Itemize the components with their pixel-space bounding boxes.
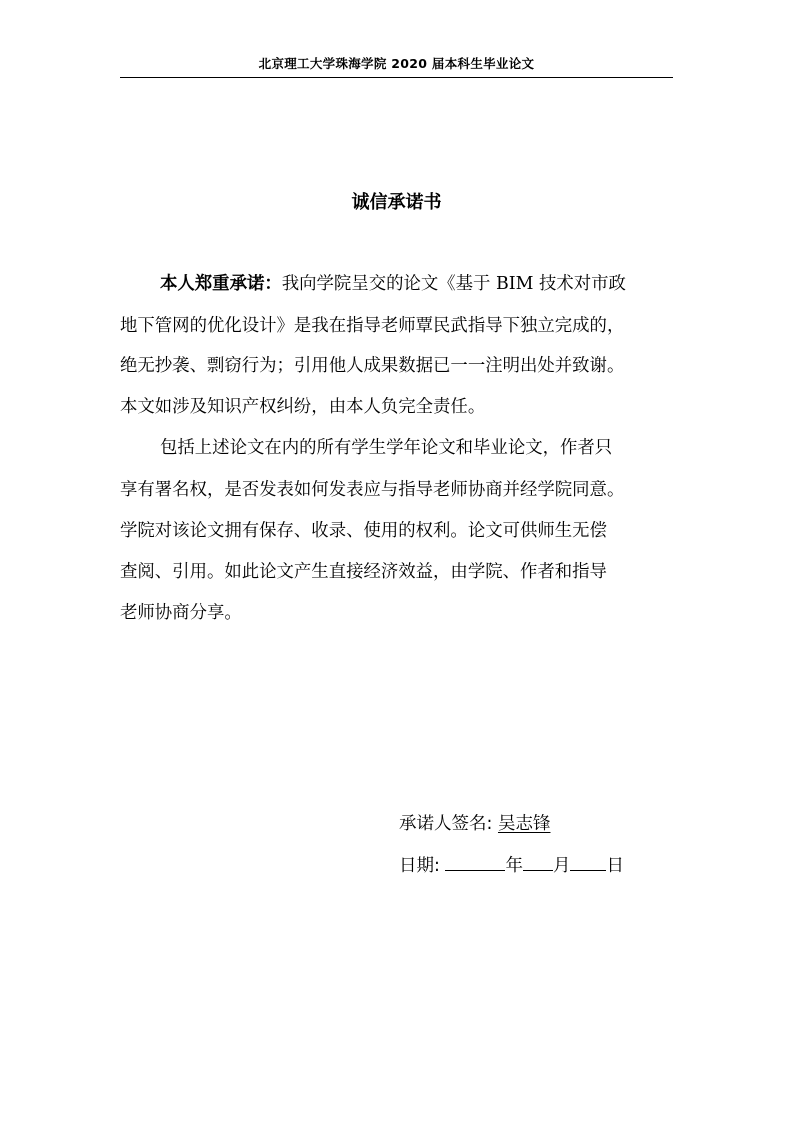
paragraph-1-line-2: 地下管网的优化设计》是我在指导老师覃民武指导下独立完成的， bbox=[120, 316, 625, 336]
date-line bbox=[399, 850, 624, 880]
year-unit: 年 bbox=[505, 856, 523, 876]
year-blank bbox=[445, 850, 505, 871]
page-title: 诚信承诺书 bbox=[351, 192, 442, 213]
signer-label: 承诺人签名: bbox=[399, 814, 493, 834]
month-blank bbox=[523, 850, 553, 871]
paragraph-1-line-4: 本文如涉及知识产权纠纷，由本人负完全责任。 bbox=[120, 397, 486, 417]
paragraph-2-line-2: 享有署名权，是否发表如何发表应与指导老师协商并经学院同意。 bbox=[120, 480, 625, 500]
paragraph-2-line-3: 学院对该论文拥有保存、收录、使用的权利。论文可供师生无偿 bbox=[120, 521, 607, 541]
day-blank bbox=[570, 850, 606, 871]
signer-name: 吴志锋 bbox=[497, 814, 551, 834]
signature-line bbox=[399, 809, 550, 839]
day-unit: 日 bbox=[606, 856, 624, 876]
paragraph-2-line-1: 包括上述论文在内的所有学生学年论文和毕业论文，作者只 bbox=[160, 438, 613, 458]
header-divider bbox=[120, 77, 673, 78]
running-header: 北京理工大学珠海学院 2020 届本科生毕业论文 bbox=[258, 56, 535, 71]
paragraph-1-line-3: 绝无抄袭、剽窃行为；引用他人成果数据已一一注明出处并致谢。 bbox=[120, 356, 625, 376]
commitment-lead: 本人郑重承诺： bbox=[160, 274, 282, 294]
date-label: 日期: bbox=[399, 856, 440, 876]
paragraph-1-line-1 bbox=[160, 268, 626, 300]
paragraph-2-line-4: 查阅、引用。如此论文产生直接经济效益，由学院、作者和指导 bbox=[120, 562, 607, 582]
paragraph-2-line-5: 老师协商分享。 bbox=[120, 603, 242, 623]
month-unit: 月 bbox=[552, 856, 571, 876]
paragraph-1-line-1-text: 我向学院呈交的论文《基于 BIM 技术对市政 bbox=[281, 274, 626, 294]
